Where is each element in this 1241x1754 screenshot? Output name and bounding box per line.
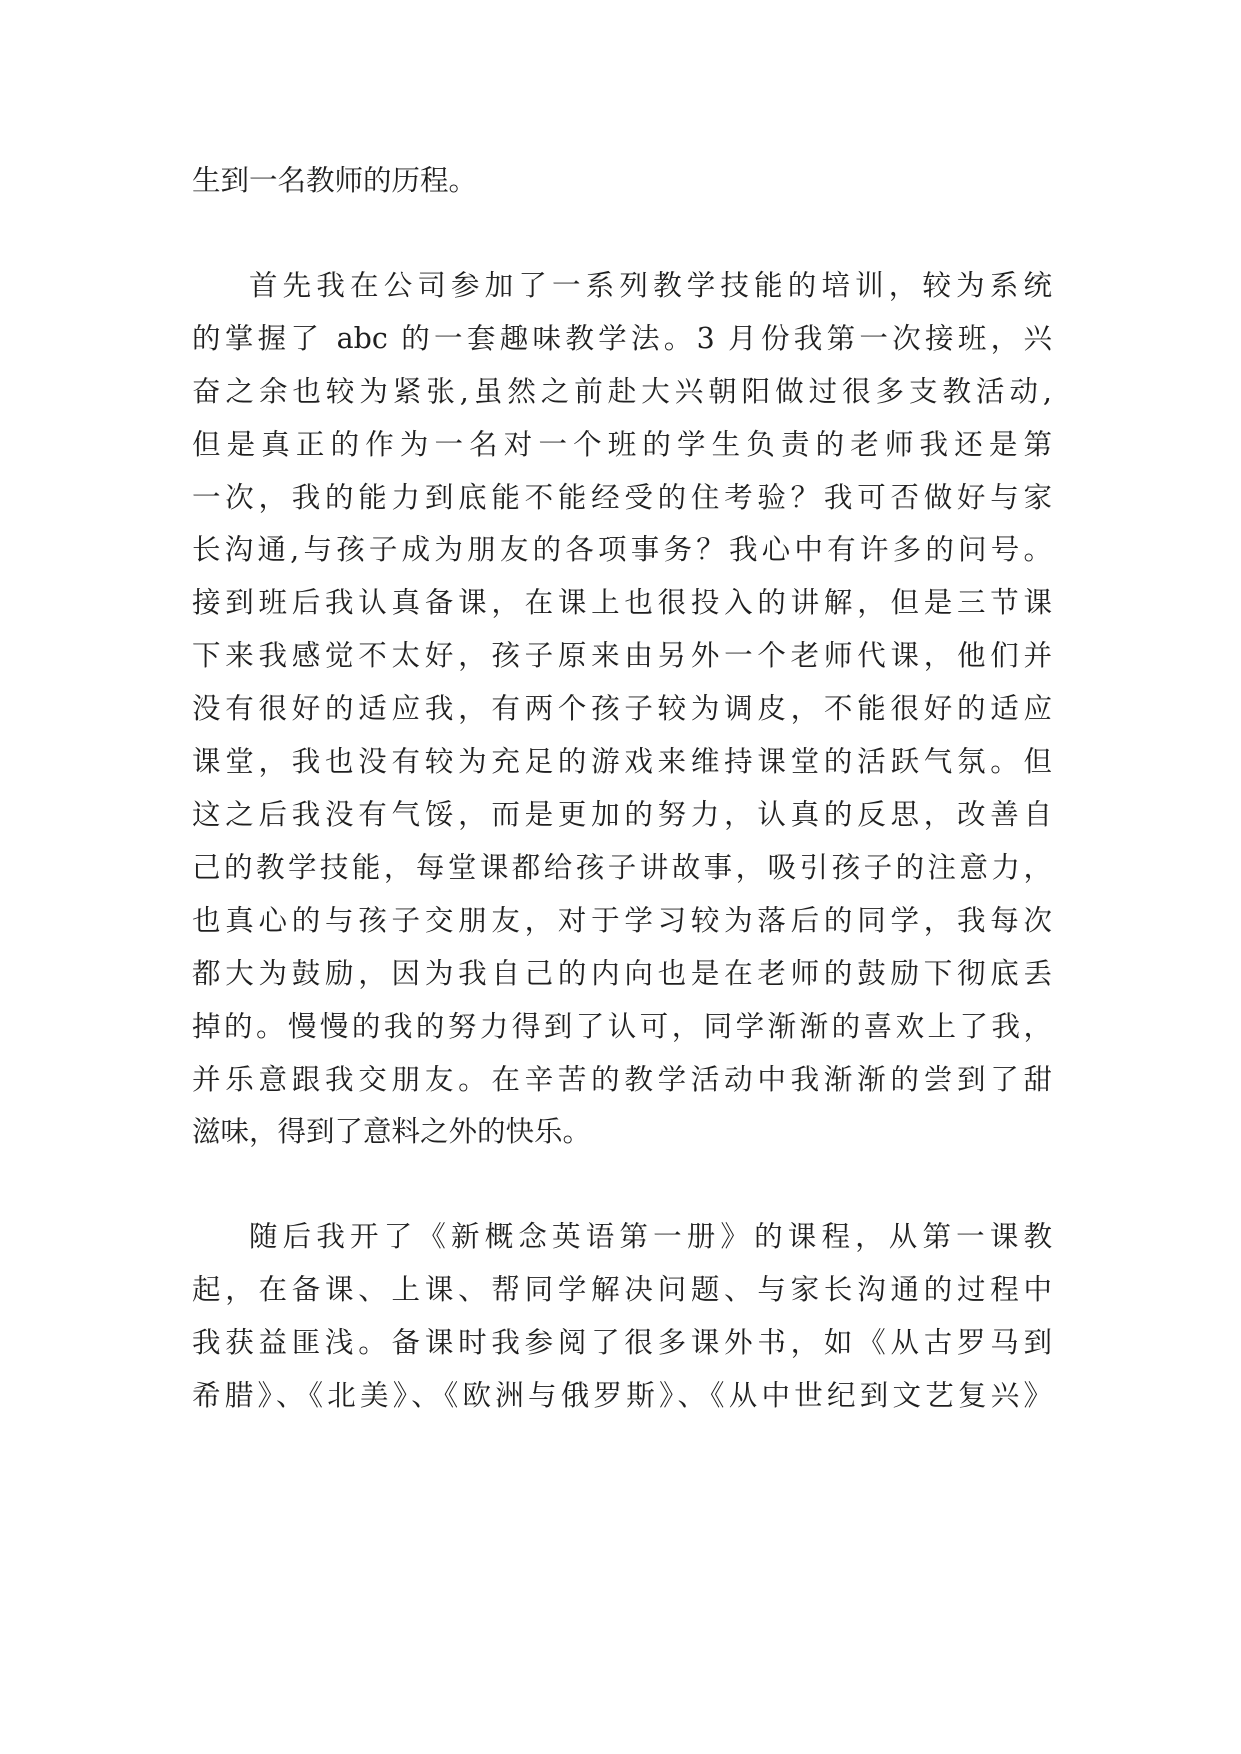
paragraph-2	[192, 260, 1052, 1159]
paragraph-1	[192, 155, 1052, 208]
text-line: 我获益匪浅。备课时我参阅了很多课外书，如《从古罗马到	[192, 1326, 1052, 1360]
text-line: 长沟通,与孩子成为朋友的各项事务？我心中有许多的问号。	[192, 533, 1052, 567]
text-line: 首先我在公司参加了一系列教学技能的培训，较为系统	[249, 268, 1052, 302]
text-line: 掉的。慢慢的我的努力得到了认可，同学渐渐的喜欢上了我，	[192, 1009, 1052, 1043]
text-line: 也真心的与孩子交朋友，对于学习较为落后的同学，我每次	[192, 903, 1052, 937]
text-line: 己的教学技能，每堂课都给孩子讲故事，吸引孩子的注意力，	[192, 850, 1052, 884]
text-line: 随后我开了《新概念英语第一册》的课程，从第一课教	[249, 1220, 1052, 1254]
text-line: 一次，我的能力到底能不能经受的住考验？我可否做好与家	[192, 480, 1052, 514]
paragraph-3	[192, 1211, 1052, 1423]
text-line: 滋味，得到了意料之外的快乐。	[192, 1115, 592, 1149]
text-line: 希腊》、《北美》、《欧洲与俄罗斯》、《从中世纪到文艺复兴》	[192, 1379, 1052, 1413]
text-line: 并乐意跟我交朋友。在辛苦的教学活动中我渐渐的尝到了甜	[192, 1062, 1052, 1096]
text-line: 生到一名教师的历程。	[192, 164, 478, 197]
text-line: 下来我感觉不太好，孩子原来由另外一个老师代课，他们并	[192, 639, 1052, 673]
text-line: 都大为鼓励，因为我自己的内向也是在老师的鼓励下彻底丢	[192, 956, 1052, 990]
text-line: 的掌握了 abc 的一套趣味教学法。3 月份我第一次接班，兴	[192, 321, 1052, 355]
text-line: 但是真正的作为一名对一个班的学生负责的老师我还是第	[192, 427, 1052, 461]
text-line: 接到班后我认真备课，在课上也很投入的讲解，但是三节课	[192, 586, 1052, 620]
body-text	[192, 155, 1052, 1423]
text-line: 起，在备课、上课、帮同学解决问题、与家长沟通的过程中	[192, 1273, 1052, 1307]
text-line: 没有很好的适应我，有两个孩子较为调皮，不能很好的适应	[192, 692, 1052, 726]
text-line: 课堂，我也没有较为充足的游戏来维持课堂的活跃气氛。但	[192, 745, 1052, 779]
paragraph-spacer	[192, 208, 1052, 260]
text-line: 奋之余也较为紧张,虽然之前赴大兴朝阳做过很多支教活动,	[192, 374, 1052, 408]
paragraph-spacer	[192, 1159, 1052, 1211]
text-line: 这之后我没有气馁，而是更加的努力，认真的反思，改善自	[192, 797, 1052, 831]
